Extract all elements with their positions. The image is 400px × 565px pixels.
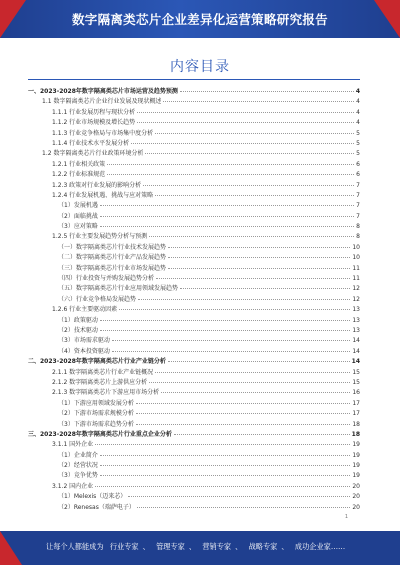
toc-entry-text: （3）应对策略: [58, 223, 98, 231]
toc-leader-dots: [168, 257, 350, 258]
toc-entry-page: 7: [356, 202, 360, 210]
toc-entry[interactable]: [28, 346, 360, 356]
toc-entry[interactable]: [28, 211, 360, 221]
report-header: [0, 0, 400, 38]
toc-entry[interactable]: [28, 367, 360, 377]
toc-entry-page: 4: [356, 108, 360, 116]
toc-leader-dots: [100, 465, 351, 466]
toc-entry-page: 17: [352, 410, 360, 418]
toc-leader-dots: [136, 403, 351, 404]
toc-entry-text: 1.2.1 行业相关政策: [52, 160, 106, 168]
toc-entry[interactable]: [28, 221, 360, 231]
toc-entry[interactable]: [28, 169, 360, 179]
toc-entry[interactable]: [28, 377, 360, 387]
toc-leader-dots: [156, 278, 350, 279]
toc-entry-text: 1.1.2 行业市场规模及增长趋势: [52, 119, 136, 127]
toc-entry-text: 3.1.2 国内企业: [52, 482, 94, 490]
toc-entry[interactable]: [28, 148, 360, 158]
toc-entry-text: 1.1.4 行业技术水平发展分析: [52, 139, 130, 147]
toc-leader-dots: [100, 205, 354, 206]
toc-entry-text: （1）下游应用领域发展分析: [58, 399, 134, 407]
toc-entry-page: 5: [356, 129, 360, 137]
toc-entry-page: 14: [352, 347, 360, 355]
toc-leader-dots: [163, 101, 354, 102]
toc-leader-dots: [174, 434, 350, 435]
toc-leader-dots: [128, 496, 350, 497]
toc-entry-page: 11: [352, 275, 360, 283]
toc-leader-dots: [149, 382, 350, 383]
toc-entry[interactable]: [28, 356, 360, 366]
toc-entry[interactable]: [28, 398, 360, 408]
toc-leader-dots: [137, 507, 351, 508]
toc-entry-page: 19: [352, 451, 360, 459]
toc-entry-text: 1.2.2 行业标准规范: [52, 171, 106, 179]
toc-entry-text: 2.1.2 数字隔离类芯片上游供应分析: [52, 378, 148, 386]
toc-entry-text: （4）资本投资驱动: [58, 347, 110, 355]
toc-entry-text: 1.2.6 行业主要驱动因素: [52, 306, 118, 314]
toc-entry-text: （1）发展机遇: [58, 202, 98, 210]
toc-leader-dots: [136, 413, 351, 414]
toc-entry[interactable]: [28, 294, 360, 304]
toc-leader-dots: [137, 122, 354, 123]
toc-leader-dots: [100, 475, 351, 476]
toc-leader-dots: [180, 288, 350, 289]
toc-entry[interactable]: [28, 387, 360, 397]
footer-slogan-item: 管理专家: [156, 542, 185, 551]
toc-entry-text: 三、2023-2028年数字隔离类芯片行业重点企业分析: [28, 430, 172, 438]
toc-entry[interactable]: [28, 180, 360, 190]
toc-entry-text: （2）Renesas（瑞萨电子）: [58, 503, 135, 511]
toc-entry-page: 8: [356, 233, 360, 241]
toc-entry-page: 4: [356, 119, 360, 127]
toc-entry-text: （3）市场需求驱动: [58, 337, 110, 345]
toc-leader-dots: [100, 226, 354, 227]
toc-entry-text: 二、2023-2028年数字隔离类芯片行业产业链分析: [28, 358, 166, 366]
toc-entry-page: 6: [356, 160, 360, 168]
toc-heading: 内容目录: [170, 59, 230, 75]
toc-entry[interactable]: [28, 335, 360, 345]
table-of-contents: [28, 86, 360, 512]
toc-entry-page: 19: [352, 441, 360, 449]
report-title: 数字隔离类芯片企业差异化运营策略研究报告: [71, 12, 328, 27]
toc-entry-text: 1.1 数字隔离类芯片企业行业发展及现状概述: [42, 98, 162, 106]
toc-entry-text: （二）数字隔离类芯片行业产品发展趋势: [58, 254, 167, 262]
toc-entry[interactable]: [28, 96, 360, 106]
toc-entry-text: （3）下游市场需求趋势分析: [58, 420, 134, 428]
toc-entry[interactable]: [28, 325, 360, 335]
toc-entry-page: 18: [351, 430, 360, 438]
toc-entry[interactable]: [28, 439, 360, 449]
toc-entry-text: 1.1.1 行业发展历程与现状分析: [52, 108, 136, 116]
toc-leader-dots: [155, 195, 354, 196]
toc-entry-text: 1.1.3 行业竞争格局与市场集中度分析: [52, 129, 154, 137]
toc-entry-page: 13: [352, 306, 360, 314]
toc-leader-dots: [180, 91, 354, 92]
toc-entry-text: （2）技术驱动: [58, 326, 98, 334]
toc-entry-text: （1）政策驱动: [58, 316, 98, 324]
toc-leader-dots: [161, 392, 350, 393]
toc-entry-page: 20: [352, 493, 360, 501]
toc-entry-text: （1）企业简介: [58, 451, 98, 459]
toc-entry[interactable]: [28, 117, 360, 127]
toc-entry-page: 19: [352, 462, 360, 470]
toc-entry[interactable]: [28, 470, 360, 480]
toc-leader-dots: [100, 216, 354, 217]
toc-entry-page: 4: [356, 98, 360, 106]
footer-slogan: 让每个人都能成为 行业专家 、 管理专家 、 营销专家 、 战略专家 、 成功企业家……: [46, 542, 346, 551]
toc-entry-page: 4: [355, 88, 360, 95]
toc-leader-dots: [131, 143, 354, 144]
report-footer: [0, 531, 400, 565]
toc-entry-text: （3）竞争优势: [58, 472, 98, 480]
toc-leader-dots: [119, 309, 350, 310]
toc-entry-page: 7: [356, 181, 360, 189]
toc-entry[interactable]: [28, 481, 360, 491]
toc-leader-dots: [136, 424, 351, 425]
page-number: 1: [344, 514, 348, 520]
toc-entry[interactable]: [28, 128, 360, 138]
toc-entry-page: 20: [352, 482, 360, 490]
toc-entry-text: （1）Melexis（迈来芯）: [58, 493, 127, 501]
toc-entry[interactable]: [28, 408, 360, 418]
toc-entry-text: （六）行业竞争格局发展趋势: [58, 295, 137, 303]
toc-entry[interactable]: [28, 273, 360, 283]
toc-leader-dots: [155, 372, 350, 373]
toc-entry-page: 7: [356, 212, 360, 220]
toc-leader-dots: [168, 361, 350, 362]
toc-entry-page: 15: [352, 378, 360, 386]
toc-entry-text: 一、2023-2028年数字隔离类芯片市场运营及趋势预测: [28, 88, 178, 95]
toc-entry-text: （2）经营状况: [58, 462, 98, 470]
toc-leader-dots: [95, 444, 350, 445]
toc-entry-text: （三）数字隔离类芯片行业市场发展趋势: [58, 264, 167, 272]
toc-leader-dots: [100, 330, 351, 331]
toc-leader-dots: [112, 351, 351, 352]
toc-entry-text: （2）面临挑战: [58, 212, 98, 220]
toc-entry[interactable]: [28, 304, 360, 314]
toc-entry-page: 12: [352, 285, 360, 293]
toc-entry[interactable]: [28, 107, 360, 117]
toc-entry-text: 2.1.3 数字隔离类芯片下游应用市场分析: [52, 389, 160, 397]
toc-leader-dots: [112, 340, 351, 341]
toc-entry[interactable]: [28, 190, 360, 200]
footer-slogan-item: 营销专家: [202, 542, 232, 551]
toc-entry-page: 12: [352, 295, 360, 303]
toc-entry-page: 20: [352, 503, 360, 511]
toc-entry-page: 19: [352, 472, 360, 480]
toc-entry[interactable]: [28, 460, 360, 470]
toc-entry[interactable]: [28, 502, 360, 512]
toc-entry-page: 10: [352, 243, 360, 251]
toc-leader-dots: [149, 236, 354, 237]
toc-divider: [28, 79, 360, 80]
toc-leader-dots: [100, 455, 351, 456]
toc-entry-page: 18: [352, 420, 360, 428]
footer-slogan-item: 行业专家: [109, 542, 139, 551]
toc-entry-text: 2.1.1 数字隔离类芯片行业产业链概况: [52, 368, 154, 376]
toc-leader-dots: [145, 153, 354, 154]
toc-leader-dots: [138, 299, 350, 300]
toc-leader-dots: [155, 133, 354, 134]
toc-entry-text: 1.2.4 行业发展机遇、挑战与应对策略: [52, 191, 154, 199]
toc-entry[interactable]: [28, 138, 360, 148]
toc-entry[interactable]: [28, 419, 360, 429]
toc-leader-dots: [143, 185, 354, 186]
toc-entry-text: 1.2 数字隔离类芯片行业政策环境分析: [42, 150, 144, 158]
toc-entry[interactable]: [28, 429, 360, 439]
toc-leader-dots: [95, 486, 350, 487]
toc-entry[interactable]: [28, 283, 360, 293]
toc-entry-text: 1.2.5 行业主要发展趋势分析与预测: [52, 233, 148, 241]
toc-leader-dots: [168, 268, 350, 269]
toc-entry-page: 17: [352, 399, 360, 407]
toc-entry[interactable]: [28, 242, 360, 252]
toc-entry-text: （四）行业投资与并购发展趋势分析: [58, 275, 155, 283]
toc-entry-page: 6: [356, 171, 360, 179]
toc-entry-page: 16: [352, 389, 360, 397]
toc-entry[interactable]: [28, 252, 360, 262]
toc-leader-dots: [137, 112, 354, 113]
toc-leader-dots: [100, 320, 351, 321]
toc-entry[interactable]: [28, 491, 360, 501]
toc-entry[interactable]: [28, 86, 360, 96]
toc-entry-text: （五）数字隔离类芯片行业应用领域发展趋势: [58, 285, 179, 293]
toc-entry-page: 14: [352, 337, 360, 345]
footer-slogan-item: 战略专家: [248, 542, 278, 551]
toc-entry[interactable]: [28, 263, 360, 273]
toc-entry[interactable]: [28, 231, 360, 241]
toc-entry-page: 15: [352, 368, 360, 376]
toc-entry-page: 10: [352, 254, 360, 262]
toc-entry-text: （一）数字隔离类芯片行业技术发展趋势: [58, 243, 167, 251]
toc-entry-text: 3.1.1 国外企业: [52, 441, 94, 449]
toc-entry-page: 5: [356, 150, 360, 158]
toc-leader-dots: [107, 164, 354, 165]
toc-entry[interactable]: [28, 200, 360, 210]
toc-entry[interactable]: [28, 450, 360, 460]
toc-entry-text: 1.2.3 政策对行业发展的影响分析: [52, 181, 142, 189]
toc-leader-dots: [107, 174, 354, 175]
footer-slogan-lead: 让每个人都能成为: [46, 542, 104, 551]
toc-entry-page: 14: [351, 358, 360, 366]
toc-entry-page: 13: [352, 316, 360, 324]
footer-accent: [0, 531, 22, 565]
toc-entry-page: 13: [352, 326, 360, 334]
toc-leader-dots: [168, 247, 350, 248]
toc-entry-page: 7: [356, 191, 360, 199]
toc-entry[interactable]: [28, 159, 360, 169]
toc-entry-page: 5: [356, 139, 360, 147]
toc-entry-page: 8: [356, 223, 360, 231]
footer-slogan-item: 成功企业家……: [294, 542, 346, 551]
toc-entry-page: 11: [352, 264, 360, 272]
toc-entry-text: （2）下游市场需求规模分析: [58, 410, 134, 418]
toc-entry[interactable]: [28, 315, 360, 325]
